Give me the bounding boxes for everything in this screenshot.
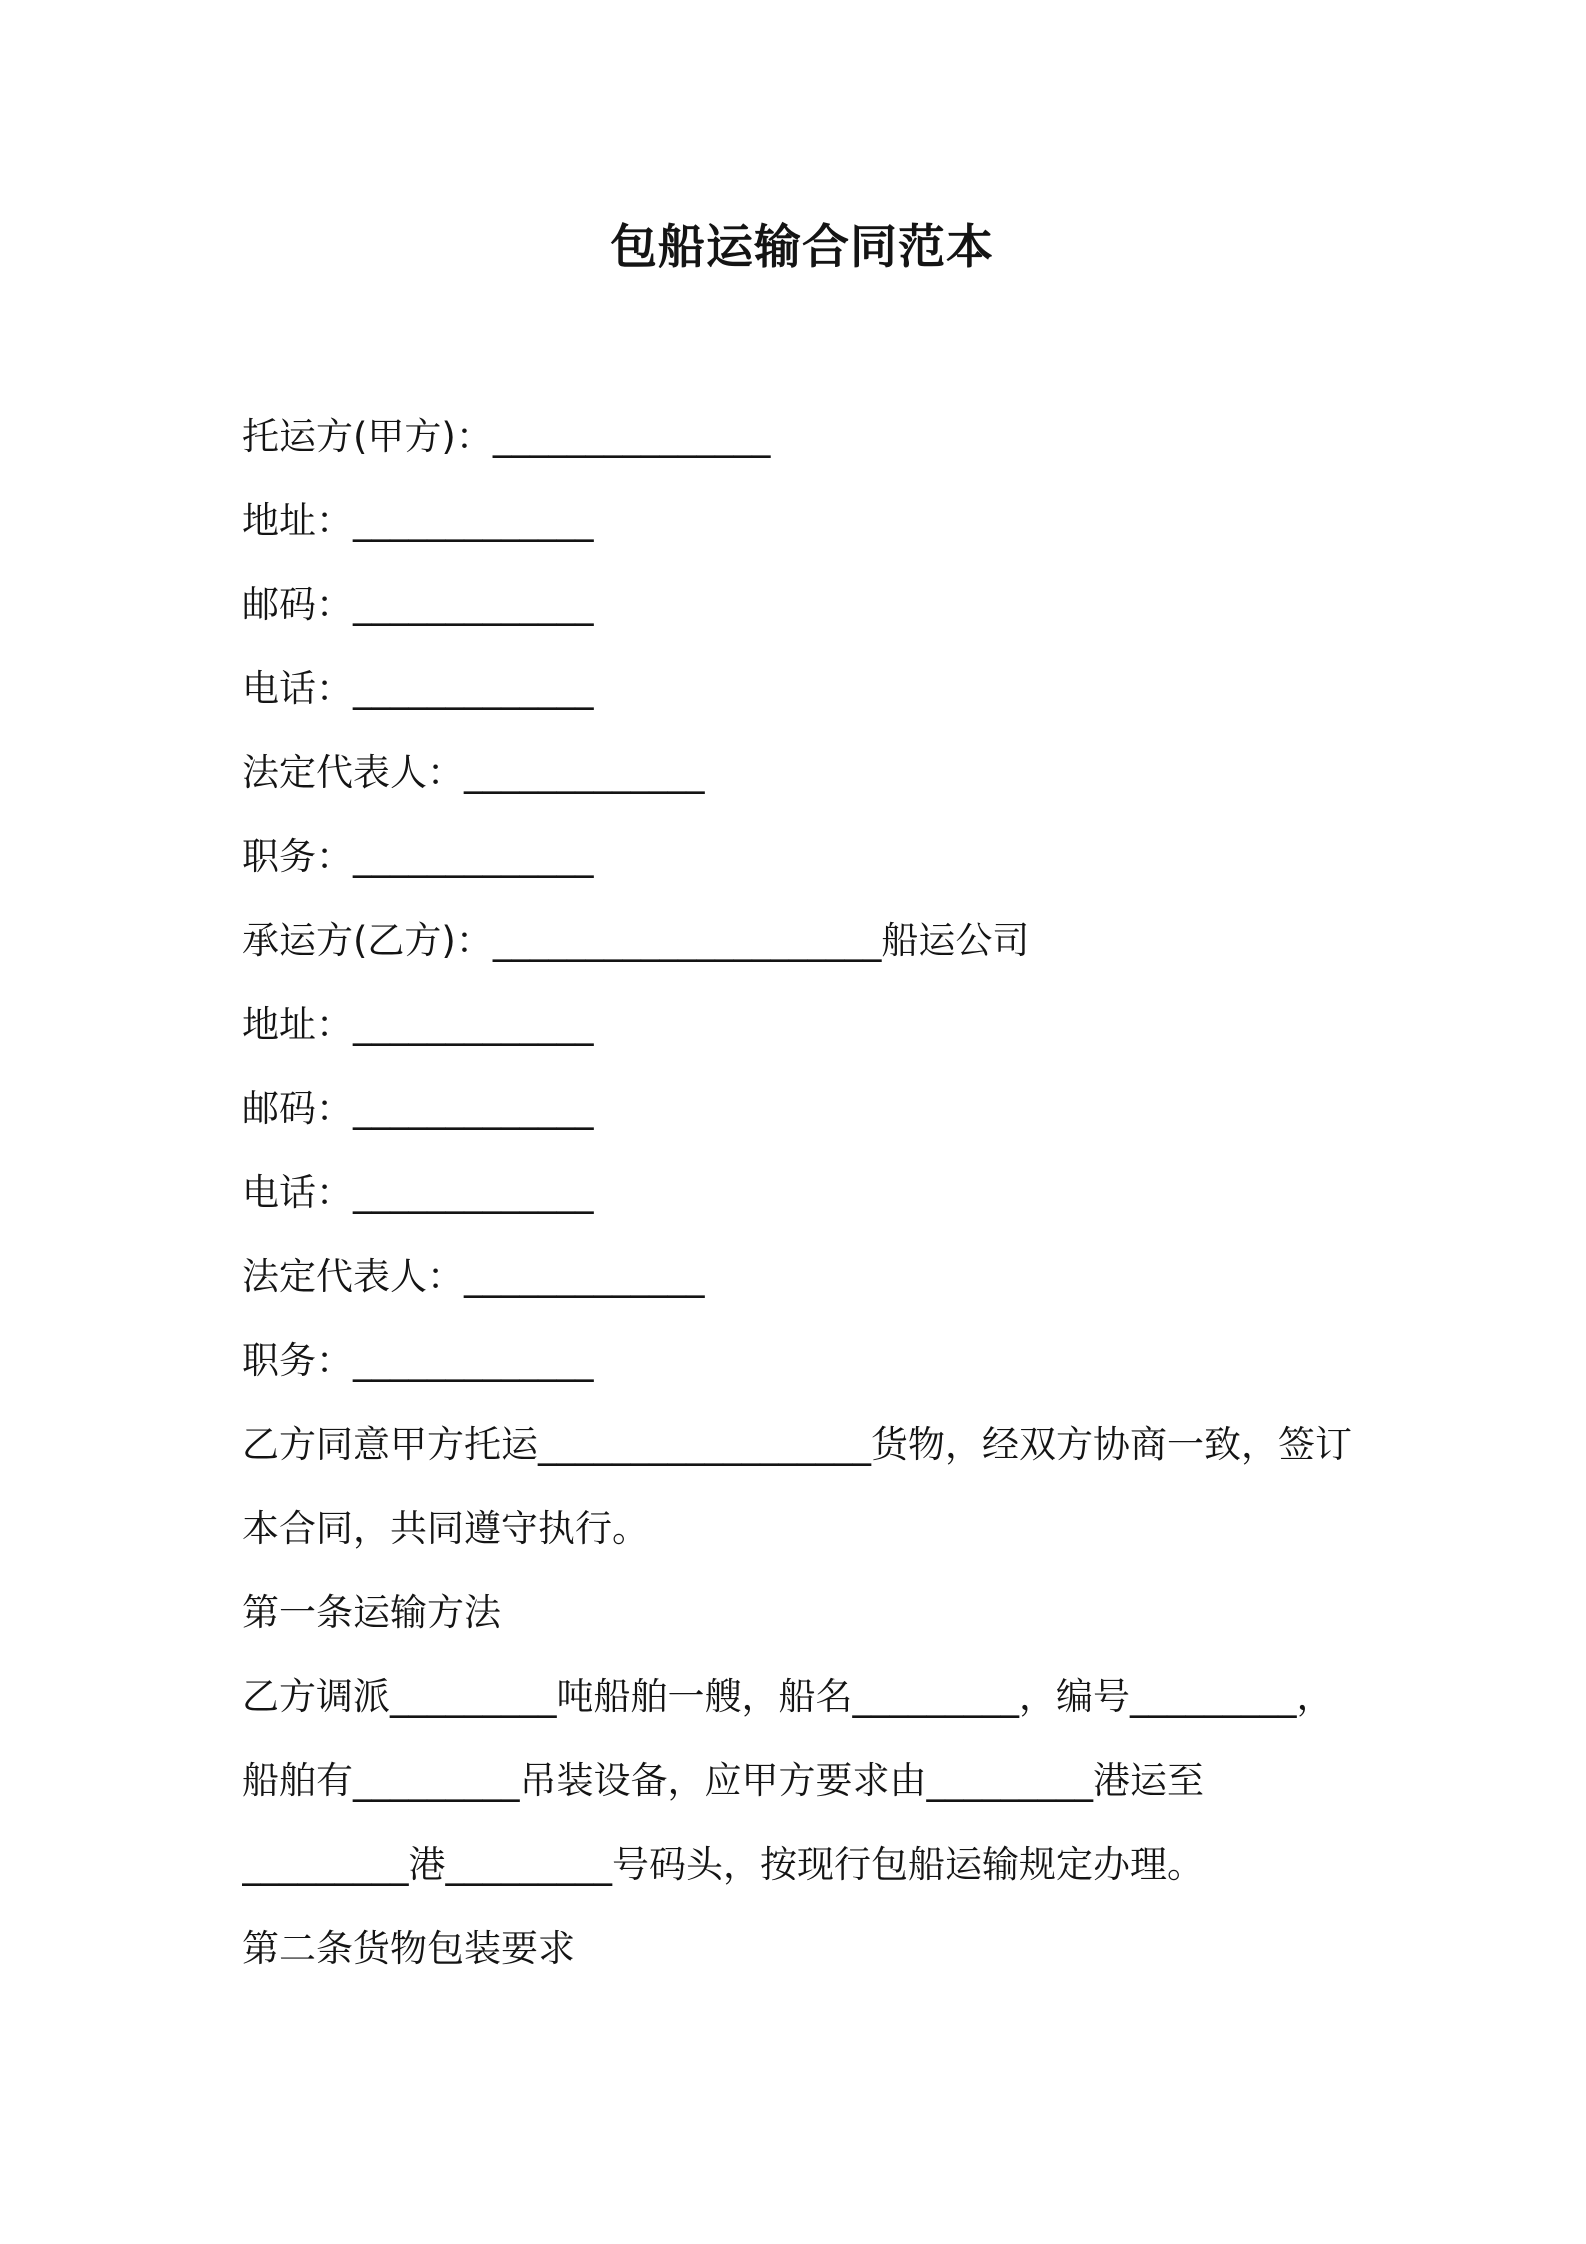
party-b-legal-rep: 法定代表人：_____________ bbox=[242, 1255, 705, 1298]
article-1-section bbox=[242, 1571, 1442, 1907]
party-a-position: 职务：_____________ bbox=[242, 835, 594, 878]
party-b-section bbox=[242, 899, 1442, 1403]
document-body bbox=[242, 395, 1442, 1991]
preamble-line: 乙方同意甲方托运__________________货物，经双方协商一致，签订 bbox=[242, 1423, 1352, 1466]
document-title: 包船运输合同范本 bbox=[610, 220, 994, 275]
party-a-phone: 电话：_____________ bbox=[242, 667, 594, 710]
party-a-legal-rep: 法定代表人：_____________ bbox=[242, 751, 705, 794]
article-1-heading: 第一条运输方法 bbox=[242, 1591, 501, 1634]
party-b-phone: 电话：_____________ bbox=[242, 1171, 594, 1214]
article-1-line: _________港_________号码头，按现行包船运输规定办理。 bbox=[242, 1843, 1204, 1886]
party-b-postcode: 邮码：_____________ bbox=[242, 1087, 594, 1130]
article-2-section bbox=[242, 1907, 1442, 1991]
party-b-position: 职务：_____________ bbox=[242, 1339, 594, 1382]
article-2-heading: 第二条货物包装要求 bbox=[242, 1927, 575, 1970]
article-1-line: 乙方调派_________吨船舶一艘，船名_________，编号_________， bbox=[242, 1675, 1334, 1718]
party-b-heading: 承运方(乙方)：_____________________船运公司 bbox=[242, 919, 1030, 962]
party-a-address: 地址：_____________ bbox=[242, 499, 594, 542]
party-a-heading: 托运方(甲方)：_______________ bbox=[242, 415, 771, 458]
party-b-address: 地址：_____________ bbox=[242, 1003, 594, 1046]
party-a-postcode: 邮码：_____________ bbox=[242, 583, 594, 626]
preamble-line: 本合同，共同遵守执行。 bbox=[242, 1507, 649, 1550]
party-a-section bbox=[242, 395, 1442, 899]
article-1-line: 船舶有_________吊装设备，应甲方要求由_________港运至 bbox=[242, 1759, 1204, 1802]
preamble-paragraph bbox=[242, 1403, 1442, 1571]
